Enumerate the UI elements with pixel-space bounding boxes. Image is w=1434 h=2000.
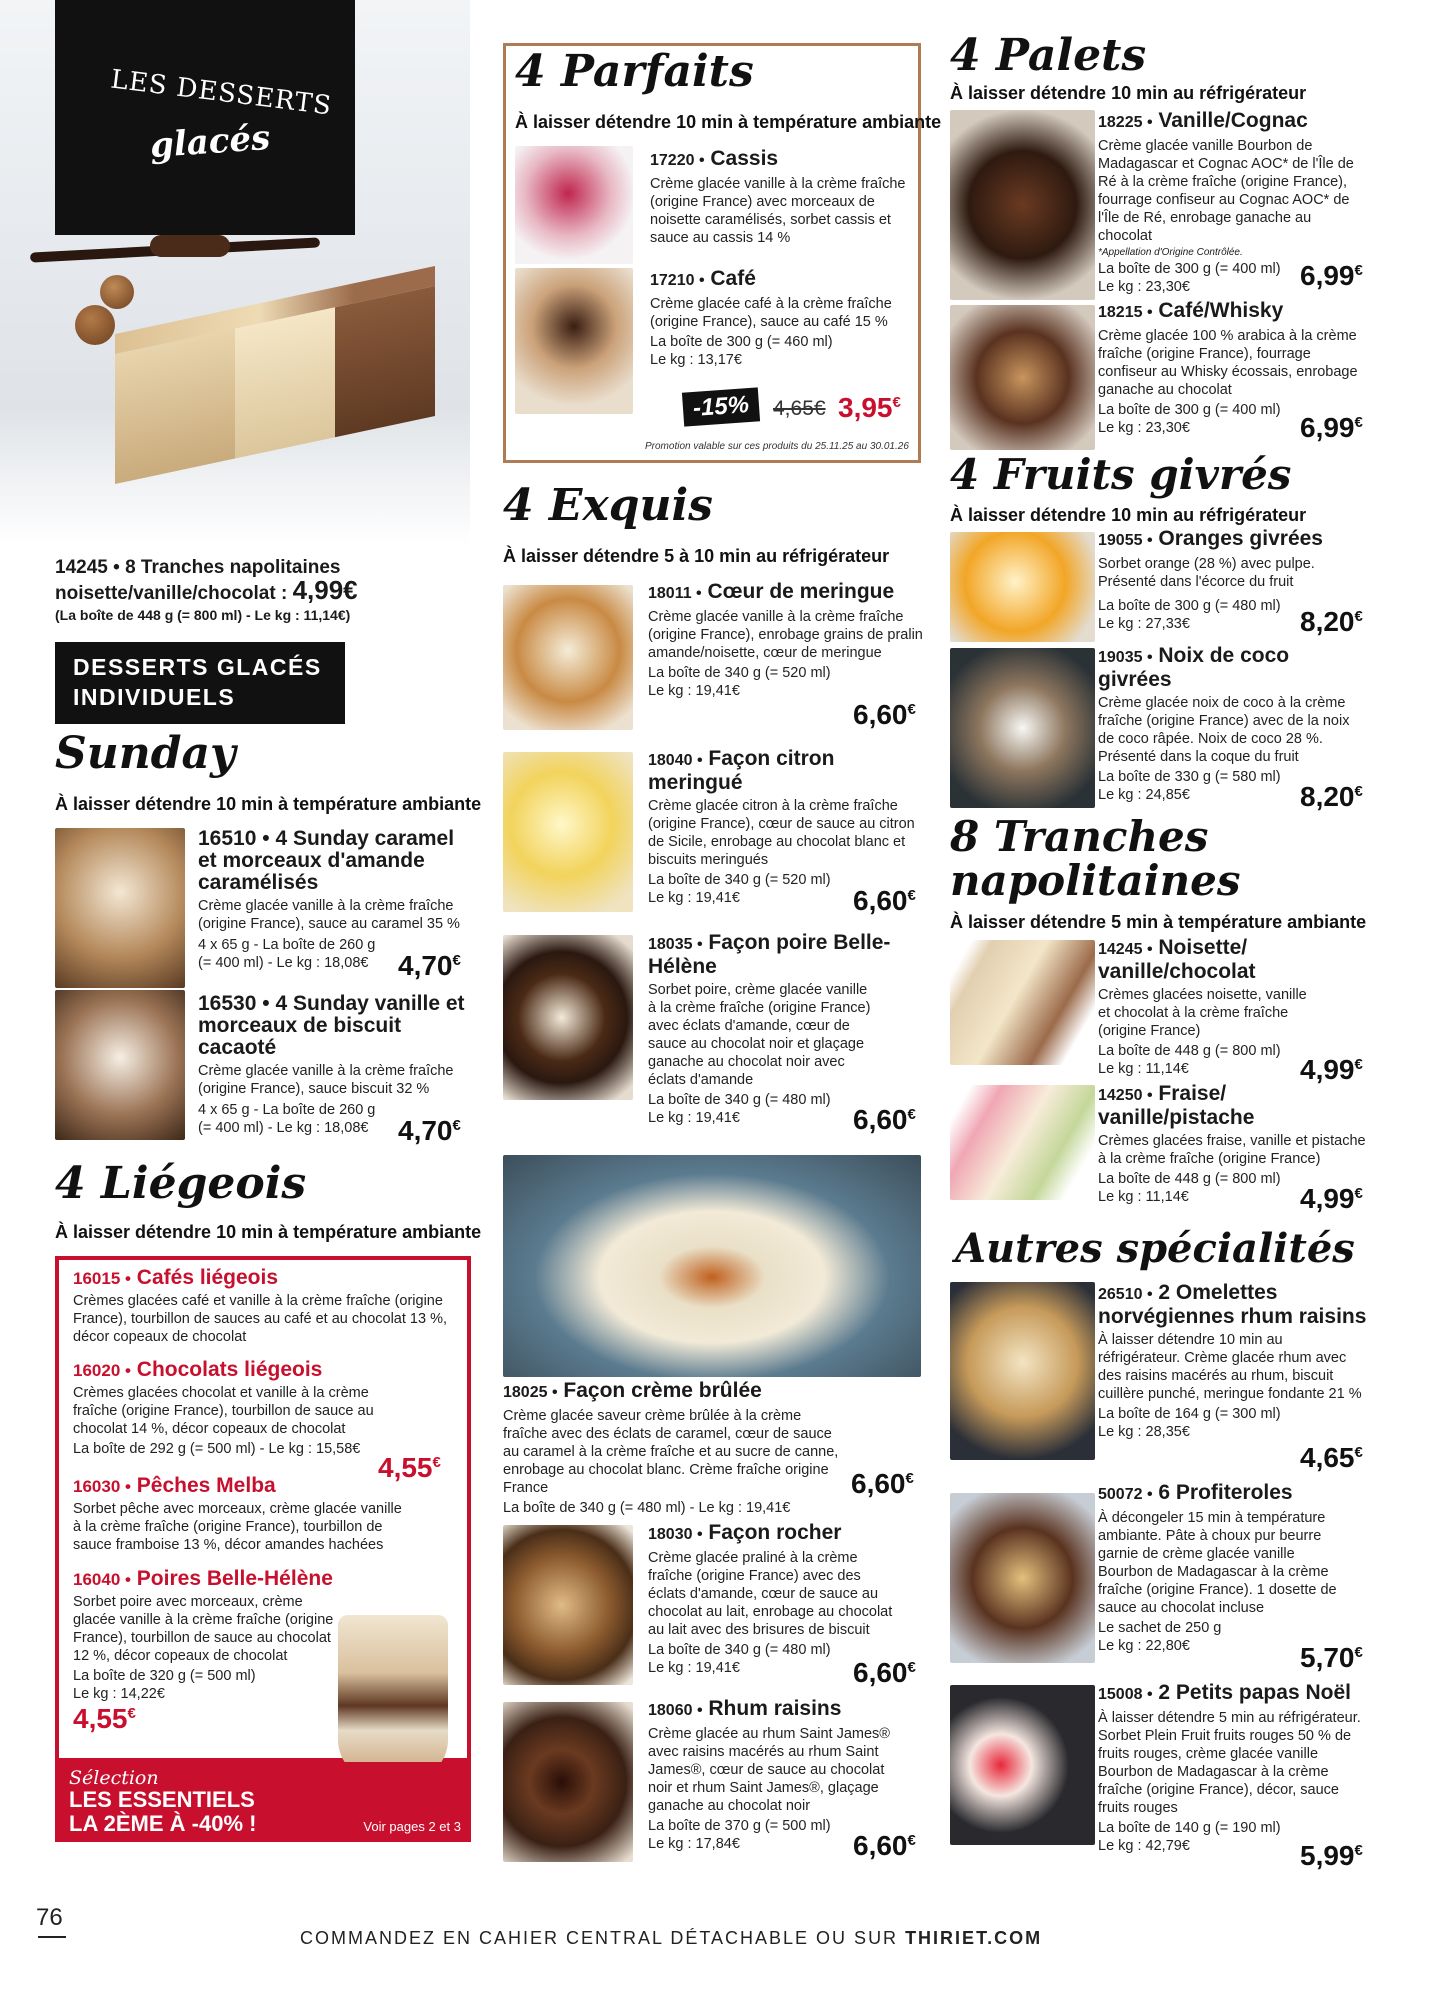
product-name: Chocolats liégeois <box>136 1358 323 1381</box>
product-meta: Le kg : 23,30€ <box>1098 279 1190 295</box>
product-name: Façon citron meringué <box>648 747 835 794</box>
product-meta: Le kg : 19,41€ <box>648 683 740 699</box>
parfait-item <box>650 148 910 247</box>
hero-name-b: noisette/vanille/chocolat : <box>55 583 288 604</box>
product-desc: Crèmes glacées chocolat et vanille à la crème fraîche (origine France), tourbillon de sauce au chocolat 14 %, décor copeaux de chocolat <box>73 1385 374 1437</box>
product-price: 4,99€ <box>1300 1183 1363 1214</box>
product-desc: Crème glacée citron à la crème fraîche (origine France), cœur de sauce au citron de Sicile, enrobage au chocolat blanc et biscuits meringués <box>648 798 915 868</box>
hero-caption: 14245 • 8 Tranches napolitaines noisette/vanille/chocolat : 4,99€ (La boîte de 448 g (= 800 ml) - Le kg : 11,14€) <box>55 556 475 623</box>
product-meta: Le kg : 19,41€ <box>648 1660 740 1676</box>
hazelnut-image <box>100 275 134 309</box>
product-desc: Crème glacée au rhum Saint James® avec raisins macérés au rhum Saint James®, cœur de sauce au chocolat noir et rhum Saint James®, glaçage ganache au chocolat noir <box>648 1726 890 1814</box>
product-code: 14250 • <box>1098 1087 1153 1104</box>
product-desc: À laisser détendre 10 min au réfrigérateur. Crème glacée rhum avec des raisins macérés au rhum, biscuit cuillère punché, meringue fondante 21 % <box>1098 1332 1362 1402</box>
product-code: 16040 • <box>73 1570 131 1589</box>
product-price: 4,70€ <box>398 1115 461 1146</box>
product-desc: Crème glacée vanille à la crème fraîche (origine France), enrobage grains de pralin amande/noisette, cœur de meringue <box>648 609 923 661</box>
product-desc: Crème glacée saveur crème brûlée à la crème fraîche avec des éclats de caramel, cœur de sauce au caramel à la crème fraîche et au sucre de canne, enrobage au chocolat blanc. Crème fraîche origine France <box>503 1408 839 1496</box>
product-desc: Crèmes glacées fraise, vanille et pistache à la crème fraîche (origine France) <box>1098 1133 1366 1167</box>
product-code: 16530 • <box>198 992 270 1015</box>
product-meta: La boîte de 300 g (= 480 ml) <box>1098 598 1281 614</box>
product-meta: Le sachet de 250 g <box>1098 1620 1222 1636</box>
product-desc: Sorbet orange (28 %) avec pulpe. Présenté dans l'écorce du fruit <box>1098 556 1315 590</box>
product-price: 8,20€ <box>1300 781 1363 812</box>
product-price: 4,70€ <box>398 950 461 981</box>
footer-order-text: COMMANDEZ EN CAHIER CENTRAL DÉTACHABLE OU SUR <box>300 1928 906 1948</box>
product-price: 4,55€ <box>73 1703 136 1734</box>
hero-name-a: 8 Tranches napolitaines <box>125 557 341 578</box>
fruit-item <box>1098 527 1368 637</box>
product-desc: Crèmes glacées café et vanille à la crème fraîche (origine France), tourbillon de sauces au café et au chocolat 13 %, décor copeaux de chocolat <box>73 1293 447 1345</box>
product-name: Fraise/ vanille/pistache <box>1098 1082 1255 1129</box>
product-price: 8,20€ <box>1300 606 1363 637</box>
product-desc: Crèmes glacées noisette, vanille et chocolat à la crème fraîche (origine France) <box>1098 987 1307 1039</box>
product-name: Vanille/Cognac <box>1158 109 1308 132</box>
tranche-noisette-image <box>950 940 1095 1065</box>
product-meta: (= 400 ml) - Le kg : 18,08€ <box>198 1120 369 1136</box>
omelette-image <box>950 1282 1095 1460</box>
product-meta: Le kg : 19,41€ <box>648 890 740 906</box>
selection-banner[interactable] <box>55 1762 471 1842</box>
exquis-citron-image <box>503 752 633 912</box>
individuels-line2: INDIVIDUELS <box>73 684 236 710</box>
palets-title: 4 Palets <box>950 30 1147 81</box>
product-code: 26510 • <box>1098 1286 1153 1303</box>
hero-code: 14245 <box>55 557 108 578</box>
product-name: Oranges givrées <box>1158 527 1323 550</box>
product-meta: La boîte de 448 g (= 800 ml) <box>1098 1043 1281 1059</box>
orange-givree-image <box>950 532 1095 642</box>
product-meta: La boîte de 320 g (= 500 ml) <box>73 1668 256 1684</box>
product-desc: Sorbet poire avec morceaux, crème glacée vanille à la crème fraîche (origine France), tourbillon de sauce au chocolat 12 %, décor copeaux de chocolat <box>73 1594 334 1664</box>
liegeois-title: 4 Liégeois <box>55 1158 307 1209</box>
sunday-caramel-image <box>55 828 185 988</box>
hero-price: 4,99€ <box>292 575 358 605</box>
liegeois-item <box>73 1474 453 1554</box>
product-price: 6,60€ <box>851 1468 914 1499</box>
product-meta: Le kg : 14,22€ <box>73 1686 165 1702</box>
selection-label: Sélection <box>69 1767 159 1789</box>
product-meta: La boîte de 340 g (= 480 ml) <box>648 1642 831 1658</box>
product-name: 4 Sunday vanille et morceaux de biscuit cacaoté <box>198 992 465 1059</box>
product-price: 5,99€ <box>1300 1840 1363 1871</box>
selection-see-pages[interactable]: Voir pages 2 et 3 <box>363 1819 461 1834</box>
hazelnut-image <box>75 305 115 345</box>
palets-tip: À laisser détendre 10 min au réfrigérateur <box>950 83 1307 103</box>
exquis-poire-image <box>503 935 633 1100</box>
product-meta: Le kg : 13,17€ <box>650 352 742 368</box>
exquis-item <box>648 931 923 1135</box>
coco-givree-image <box>950 648 1095 808</box>
product-desc: Crème glacée vanille à la crème fraîche (origine France), sauce biscuit 32 % <box>198 1063 454 1097</box>
product-name: Façon rocher <box>708 1521 842 1544</box>
product-name: Poires Belle-Hélène <box>136 1567 333 1590</box>
product-name: Café <box>710 267 756 290</box>
sunday-item <box>198 827 468 981</box>
product-code: 18025 • <box>503 1384 558 1401</box>
product-name: 6 Profiteroles <box>1158 1481 1293 1504</box>
exquis-item <box>648 747 923 916</box>
exquis-item <box>648 1697 923 1861</box>
hero-sub: (La boîte de 448 g (= 800 ml) - Le kg : 11,14€) <box>55 607 351 623</box>
old-price: 4,65€ <box>773 397 826 420</box>
cocoa-bean-image <box>150 235 230 257</box>
product-code: 16020 • <box>73 1361 131 1380</box>
page-number-rule <box>38 1936 66 1938</box>
parfaits-tip: À laisser détendre 10 min à température ambiante <box>515 112 942 132</box>
autres-title: Autres spécialités <box>955 1225 1355 1272</box>
promo-note: Promotion valable sur ces produits du 25.11.25 au 30.01.26 <box>645 441 909 452</box>
product-code: 18060 • <box>648 1702 703 1719</box>
product-price: 4,55€ <box>378 1452 441 1483</box>
product-name: Cafés liégeois <box>136 1266 279 1289</box>
autres-item <box>1098 1681 1368 1871</box>
product-name: Noix de coco givrées <box>1098 644 1290 691</box>
individuels-banner <box>55 642 345 724</box>
fruit-item <box>1098 644 1368 812</box>
product-desc: Crème glacée vanille Bourbon de Madagascar et Cognac AOC* de l'Île de Ré à la crème fraîche (origine France), fourrage confiseur au Cognac AOC* de l'Île de Ré, enrobage ganache au chocolat <box>1098 138 1354 244</box>
palet-item <box>1098 110 1368 296</box>
product-price: 6,60€ <box>853 1657 916 1688</box>
product-code: 18215 • <box>1098 304 1153 321</box>
autres-item <box>1098 1481 1368 1673</box>
exquis-title: 4 Exquis <box>503 480 713 531</box>
promo-badge: -15% <box>682 387 760 426</box>
selection-line2: LES ESSENTIELS <box>69 1787 255 1812</box>
sunday-item <box>198 992 468 1146</box>
product-name: Rhum raisins <box>708 1697 842 1720</box>
product-desc: Crème glacée vanille à la crème fraîche (origine France) avec morceaux de noisette caramélisés, sorbet cassis et sauce au cassis 14 % <box>650 176 906 246</box>
product-meta: Le kg : 19,41€ <box>648 1110 740 1126</box>
footer-text <box>300 1928 1042 1949</box>
palet-cognac-image <box>950 110 1095 300</box>
product-meta: Le kg : 42,79€ <box>1098 1838 1190 1854</box>
product-price: 6,60€ <box>853 699 916 730</box>
fruits-title: 4 Fruits givrés <box>950 450 1292 499</box>
product-meta: (= 400 ml) - Le kg : 18,08€ <box>198 955 369 971</box>
tranche-item <box>1098 1082 1368 1214</box>
product-meta: La boîte de 370 g (= 500 ml) <box>648 1818 831 1834</box>
product-code: 14245 • <box>1098 941 1153 958</box>
autres-item <box>1098 1281 1368 1473</box>
liegeois-glass-image <box>338 1615 448 1780</box>
product-price: 5,70€ <box>1300 1642 1363 1673</box>
liegeois-item <box>73 1266 453 1346</box>
exquis-item <box>648 580 923 730</box>
exquis-rocher-image <box>503 1525 633 1685</box>
product-desc: Crème glacée café à la crème fraîche (origine France), sauce au café 15 % <box>650 296 892 330</box>
product-code: 16510 • <box>198 827 270 850</box>
selection-line3: LA 2ÈME À -40% ! <box>69 1811 257 1836</box>
product-meta: La boîte de 340 g (= 520 ml) <box>648 665 831 681</box>
parfaits-title: 4 Parfaits <box>515 46 754 97</box>
product-code: 18011 • <box>648 585 702 602</box>
product-meta: La boîte de 340 g (= 480 ml) <box>648 1092 831 1108</box>
product-price: 6,60€ <box>853 885 916 916</box>
product-price: 6,99€ <box>1300 412 1363 443</box>
sunday-title: Sunday <box>55 728 236 779</box>
product-price: 4,65€ <box>1300 1442 1363 1473</box>
product-meta: La boîte de 300 g (= 400 ml) <box>1098 261 1281 277</box>
individuels-line1: DESSERTS GLACÉS <box>73 654 322 680</box>
product-code: 19035 • <box>1098 649 1153 666</box>
product-meta: La boîte de 340 g (= 480 ml) - Le kg : 19,41€ <box>503 1500 791 1516</box>
product-desc: Crème glacée vanille à la crème fraîche (origine France), sauce au caramel 35 % <box>198 898 460 932</box>
product-code: 19055 • <box>1098 532 1153 549</box>
product-name: 2 Omelettes norvégiennes rhum raisins <box>1098 1281 1367 1328</box>
product-meta: La boîte de 292 g (= 500 ml) - Le kg : 15,58€ <box>73 1441 361 1457</box>
product-meta: Le kg : 11,14€ <box>1098 1061 1189 1077</box>
tranches-title-line1: 8 Tranches <box>950 812 1209 861</box>
parfait-item <box>650 268 910 369</box>
product-name: Façon poire Belle-Hélène <box>648 931 891 978</box>
product-meta: La boîte de 448 g (= 800 ml) <box>1098 1171 1281 1187</box>
section-header <box>55 0 355 235</box>
page-number: 76 <box>36 1904 63 1931</box>
product-desc: À laisser détendre 5 min au réfrigérateur. Sorbet Plein Fruit fruits rouges 50 % de fruits rouges, crème glacée vanille Bourbon de Madagascar à la crème fraîche (origine France), décor, sauce fruits rouges <box>1098 1710 1361 1816</box>
product-price: 6,99€ <box>1300 260 1363 291</box>
product-desc: Crème glacée noix de coco à la crème fraîche (origine France) avec de la noix de coco râpée. Noix de coco 28 %. Présenté dans la coque du fruit <box>1098 695 1350 765</box>
liegeois-item <box>73 1358 453 1483</box>
product-code: 18035 • <box>648 936 703 953</box>
product-meta: Le kg : 22,80€ <box>1098 1638 1190 1654</box>
product-price: 4,99€ <box>1300 1054 1363 1085</box>
product-code: 18225 • <box>1098 114 1153 131</box>
papas-noel-image <box>950 1685 1095 1845</box>
exquis-tip: À laisser détendre 5 à 10 min au réfrigérateur <box>503 546 890 566</box>
footer-brand-link[interactable]: THIRIET.COM <box>905 1928 1043 1948</box>
product-desc: À décongeler 15 min à température ambiante. Pâte à choux pur beurre garnie de crème glacée vanille Bourbon de Madagascar à la crème fraîche (origine France). 1 dosette de sauce au chocolat incluse <box>1098 1510 1337 1616</box>
product-meta: Le kg : 24,85€ <box>1098 787 1190 803</box>
product-meta: La boîte de 330 g (= 580 ml) <box>1098 769 1281 785</box>
product-desc: Sorbet poire, crème glacée vanille à la crème fraîche (origine France) avec éclats d'amande, cœur de sauce au chocolat noir et glaçage ganache au chocolat noir avec éclats d'amande <box>648 982 871 1088</box>
sunday-biscuit-image <box>55 990 185 1140</box>
palet-item <box>1098 299 1368 443</box>
product-price: 6,60€ <box>853 1104 916 1135</box>
product-meta: La boîte de 300 g (= 460 ml) <box>650 334 833 350</box>
header-line2: glacés <box>148 117 272 167</box>
exquis-meringue-image <box>503 585 633 730</box>
profiteroles-image <box>950 1493 1095 1663</box>
product-code: 17210 • <box>650 272 705 289</box>
exquis-item <box>648 1521 923 1688</box>
product-meta: Le kg : 28,35€ <box>1098 1424 1190 1440</box>
liegeois-item <box>73 1567 343 1735</box>
header-line1: LES DESSERTS <box>109 64 334 122</box>
product-desc: Crème glacée praliné à la crème fraîche (origine France) avec des éclats d'amande, cœur de sauce au chocolat au lait, enrobage au chocolat au lait avec des brisures de biscuit <box>648 1550 893 1638</box>
product-meta: La boîte de 164 g (= 300 ml) <box>1098 1406 1281 1422</box>
product-meta: La boîte de 340 g (= 520 ml) <box>648 872 831 888</box>
promo-price: 3,95€ <box>838 392 901 423</box>
product-name: Pêches Melba <box>136 1474 276 1497</box>
product-code: 17220 • <box>650 152 705 169</box>
product-name: Cœur de meringue <box>707 580 895 603</box>
product-meta: La boîte de 300 g (= 400 ml) <box>1098 402 1281 418</box>
product-meta: Le kg : 23,30€ <box>1098 420 1190 436</box>
product-note: *Appellation d'Origine Contrôlée. <box>1098 247 1243 258</box>
tranche-item <box>1098 936 1368 1085</box>
palet-whisky-image <box>950 305 1095 450</box>
fruits-tip: À laisser détendre 10 min au réfrigérateur <box>950 505 1307 525</box>
product-name: Cassis <box>710 147 779 170</box>
product-name: 2 Petits papas Noël <box>1158 1681 1351 1704</box>
product-code: 16015 • <box>73 1269 131 1288</box>
product-meta: 4 x 65 g - La boîte de 260 g <box>198 937 376 953</box>
liegeois-tip: À laisser détendre 10 min à température ambiante <box>55 1222 482 1242</box>
tranches-title <box>950 812 1241 905</box>
tranches-tip: À laisser détendre 5 min à température ambiante <box>950 912 1367 932</box>
product-meta: Le kg : 11,14€ <box>1098 1189 1189 1205</box>
product-meta: Le kg : 17,84€ <box>648 1836 740 1852</box>
product-code: 50072 • <box>1098 1486 1153 1503</box>
product-code: 16030 • <box>73 1477 131 1496</box>
parfait-cassis-image <box>515 146 633 264</box>
product-desc: Sorbet pêche avec morceaux, crème glacée vanille à la crème fraîche (origine France), tourbillon de sauce framboise 13 %, décor amandes hachées <box>73 1501 402 1553</box>
sunday-tip: À laisser détendre 10 min à température ambiante <box>55 794 482 814</box>
exquis-rhum-image <box>503 1702 633 1862</box>
product-meta: Le kg : 27,33€ <box>1098 616 1190 632</box>
product-name: Noisette/ vanille/chocolat <box>1098 936 1256 983</box>
parfait-cafe-image <box>515 268 633 414</box>
product-name: Café/Whisky <box>1158 299 1284 322</box>
product-meta: 4 x 65 g - La boîte de 260 g <box>198 1102 376 1118</box>
product-meta: La boîte de 140 g (= 190 ml) <box>1098 1820 1281 1836</box>
product-desc: Crème glacée 100 % arabica à la crème fraîche (origine France), fourrage confiseur au Whisky écossais, enrobage ganache au chocolat <box>1098 328 1358 398</box>
tranches-title-line2: napolitaines <box>950 856 1241 905</box>
product-name: 4 Sunday caramel et morceaux d'amande caramélisés <box>198 827 455 894</box>
product-price: 6,60€ <box>853 1830 916 1861</box>
product-code: 18030 • <box>648 1526 703 1543</box>
tranche-fraise-image <box>950 1085 1095 1200</box>
exquis-creme-brulee-image <box>503 1155 921 1377</box>
product-code: 18040 • <box>648 752 703 769</box>
product-name: Façon crème brûlée <box>563 1379 762 1402</box>
product-code: 15008 • <box>1098 1686 1153 1703</box>
exquis-item <box>503 1380 921 1517</box>
